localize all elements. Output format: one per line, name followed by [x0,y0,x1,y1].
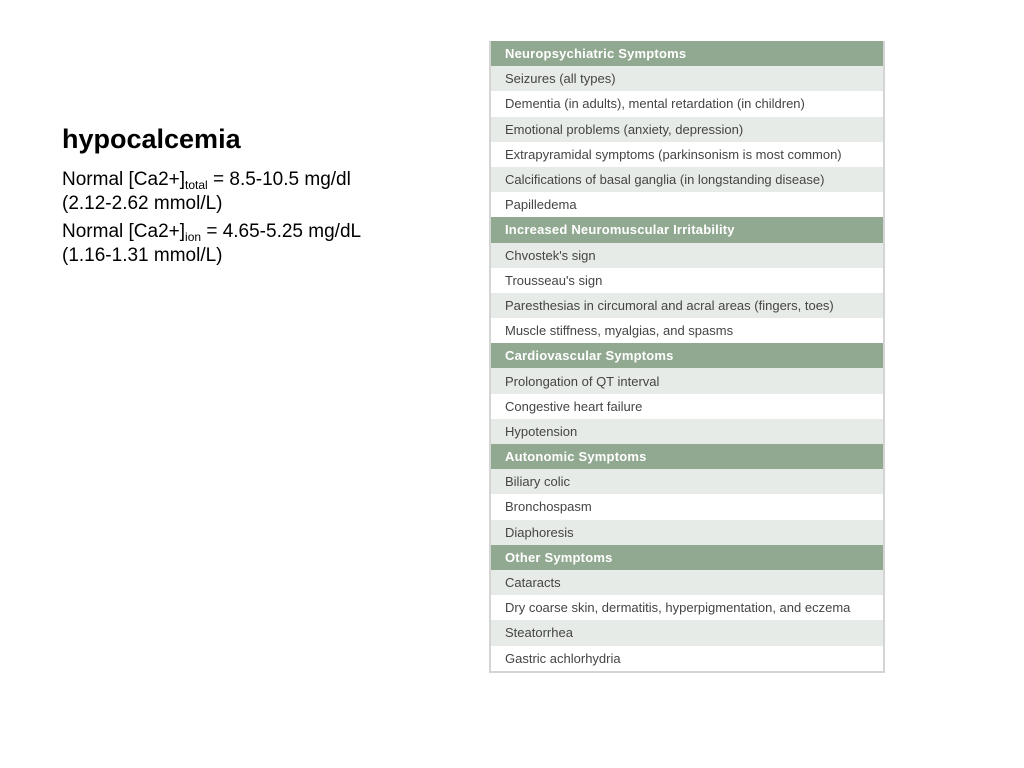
table-row: Steatorrhea [491,620,883,645]
table-row: Muscle stiffness, myalgias, and spasms [491,318,883,343]
ionized-calcium-line [62,220,392,268]
total-calcium-subscript: total [185,178,208,192]
table-row: Cataracts [491,570,883,595]
table-row: Papilledema [491,192,883,217]
table-row: Diaphoresis [491,520,883,545]
slide-title: hypocalcemia [62,124,241,154]
total-calcium-range: = 8.5-10.5 mg/dl (2.12-2.62 mmol/L) [62,169,351,214]
section-header: Neuropsychiatric Symptoms [491,41,883,66]
ionized-calcium-subscript: ion [185,230,202,244]
total-calcium-line [62,168,392,216]
table-row: Dry coarse skin, dermatitis, hyperpigmentation, and eczema [491,595,883,620]
symptom-table [489,41,885,673]
section-header: Cardiovascular Symptoms [491,343,883,368]
table-row: Congestive heart failure [491,394,883,419]
table-row: Dementia (in adults), mental retardation (in children) [491,91,883,116]
table-row: Gastric achlorhydria [491,646,883,671]
table-row: Trousseau's sign [491,268,883,293]
table-row: Seizures (all types) [491,66,883,91]
total-calcium-prefix: Normal [Ca2+] [62,169,186,190]
table-row: Prolongation of QT interval [491,368,883,393]
table-row: Calcifications of basal ganglia (in longstanding disease) [491,167,883,192]
table-row: Extrapyramidal symptoms (parkinsonism is most common) [491,142,883,167]
left-text-block [62,122,392,272]
section-header: Other Symptoms [491,545,883,570]
table-row: Bronchospasm [491,494,883,519]
table-row: Chvostek's sign [491,243,883,268]
section-header: Increased Neuromuscular Irritability [491,217,883,242]
ionized-calcium-prefix: Normal [Ca2+] [62,221,186,242]
table-row: Biliary colic [491,469,883,494]
table-row: Paresthesias in circumoral and acral areas (fingers, toes) [491,293,883,318]
section-header: Autonomic Symptoms [491,444,883,469]
table-row: Hypotension [491,419,883,444]
ionized-calcium-range: = 4.65-5.25 mg/dL (1.16-1.31 mmol/L) [62,221,361,266]
table-row: Emotional problems (anxiety, depression) [491,117,883,142]
